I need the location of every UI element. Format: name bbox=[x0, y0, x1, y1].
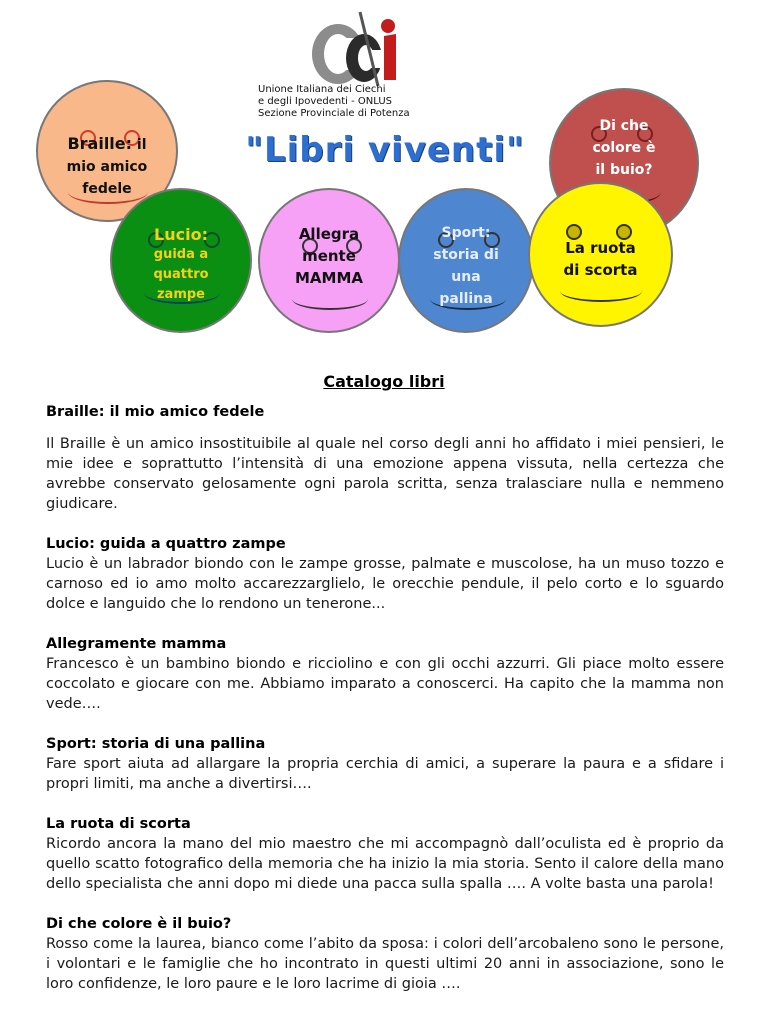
entry-heading: Braille: il mio amico fedele bbox=[46, 404, 265, 420]
smiley-label bbox=[564, 237, 638, 281]
label-line: colore è bbox=[592, 140, 656, 156]
org-line: Unione Italiana dei Ciechi bbox=[258, 84, 386, 95]
entry-text: Lucio è un labrador biondo con le zampe grosse, palmate e muscolose, ha un muso tozzo e carnoso ed io amo molto accarezzarglielo, le orecchie pendule, il pelo corto e lo sguardo dolce e languido che lo rendono un tenerone... bbox=[46, 556, 724, 612]
entry-heading: Di che colore è il buio? bbox=[46, 916, 232, 932]
org-line: e degli Ipovedenti - ONLUS bbox=[258, 96, 392, 107]
entry-heading: Allegramente mamma bbox=[46, 636, 227, 652]
label-line: guida a bbox=[153, 246, 209, 262]
label-line: il buio? bbox=[595, 162, 653, 178]
smiley-label bbox=[153, 225, 208, 305]
label-line: La ruota bbox=[565, 238, 636, 257]
label-line: il bbox=[136, 136, 147, 153]
smiley-allegramente bbox=[258, 188, 400, 333]
catalog-entry bbox=[46, 914, 724, 994]
label-line: quattro bbox=[153, 266, 209, 282]
catalog-entry bbox=[46, 534, 724, 614]
label-line: mio amico bbox=[66, 158, 148, 175]
entry-heading: Sport: storia di una pallina bbox=[46, 736, 266, 752]
label-line: Braille: bbox=[67, 133, 133, 153]
smiley-ruota bbox=[528, 182, 673, 327]
entry-heading: Lucio: guida a quattro zampe bbox=[46, 536, 286, 552]
label-line: zampe bbox=[156, 286, 205, 302]
uici-logo-icon bbox=[300, 8, 410, 88]
organization-name bbox=[258, 84, 508, 120]
page-title: "Libri viventi" bbox=[245, 130, 525, 170]
entry-text: Il Braille è un amico insostituibile al quale nel corso degli anni ho affidato i miei pensieri, le mie idee e soprattutto l’intensità di una emozione appena vissuta, nella certezza che avrebbe conservato gelosamente ogni parola scritta, senza tralasciare nulla e nemmeno giudicare. bbox=[46, 436, 724, 512]
smiley-lucio bbox=[110, 188, 252, 333]
smile-icon bbox=[292, 288, 368, 310]
entry-text: Ricordo ancora la mano del mio maestro che mi accompagnò dall’oculista ed è proprio da quello scatto fotografico della memoria che ha inizio la mia storia. Sento il calore della mano dello specialista che anni dopo mi diede una pacca sulla spalla …. A volte basta una parola! bbox=[46, 836, 724, 892]
smiley-label bbox=[592, 115, 655, 181]
catalog-entry bbox=[46, 634, 724, 714]
label-line: di scorta bbox=[563, 260, 638, 279]
smiley-label bbox=[295, 223, 363, 289]
catalog-entry bbox=[46, 402, 724, 514]
smiley-label bbox=[67, 133, 148, 200]
catalog-list bbox=[46, 402, 724, 1014]
label-line: mente bbox=[302, 246, 356, 265]
entry-heading: La ruota di scorta bbox=[46, 816, 191, 832]
label-line: storia di bbox=[433, 246, 499, 263]
label-line: Lucio: bbox=[154, 224, 208, 244]
label-line: pallina bbox=[439, 290, 493, 307]
catalog-entry bbox=[46, 734, 724, 794]
label-line: Sport: bbox=[441, 224, 491, 241]
label-line: fedele bbox=[82, 180, 132, 197]
smiley-sport bbox=[398, 188, 534, 333]
label-line: Allegra bbox=[298, 224, 360, 243]
label-line: MAMMA bbox=[295, 268, 363, 287]
header bbox=[0, 0, 768, 360]
entry-text: Rosso come la laurea, bianco come l’abito da sposa: i colori dell’arcobaleno sono le persone, i volontari e le famiglie che ho incontrato in questi ultimi 20 anni in associazione, sono le loro confidenze, le loro paure e le loro lacrime di gioia …. bbox=[46, 936, 724, 992]
entry-text: Fare sport aiuta ad allargare la propria cerchia di amici, a superare la paura e a sfidare i propri limiti, ma anche a divertirsi…. bbox=[46, 756, 724, 792]
label-line: una bbox=[451, 268, 481, 285]
smile-icon bbox=[560, 280, 642, 302]
catalog-title: Catalogo libri bbox=[323, 372, 445, 391]
catalog-entry bbox=[46, 814, 724, 894]
label-line: Di che bbox=[599, 118, 649, 134]
smiley-label bbox=[433, 222, 499, 310]
org-line: Sezione Provinciale di Potenza bbox=[258, 108, 410, 119]
entry-text: Francesco è un bambino biondo e ricciolino e con gli occhi azzurri. Gli piace molto essere coccolato e giocare con me. Abbiamo imparato a conoscerci. Ha capito che la mamma non vede…. bbox=[46, 656, 724, 712]
